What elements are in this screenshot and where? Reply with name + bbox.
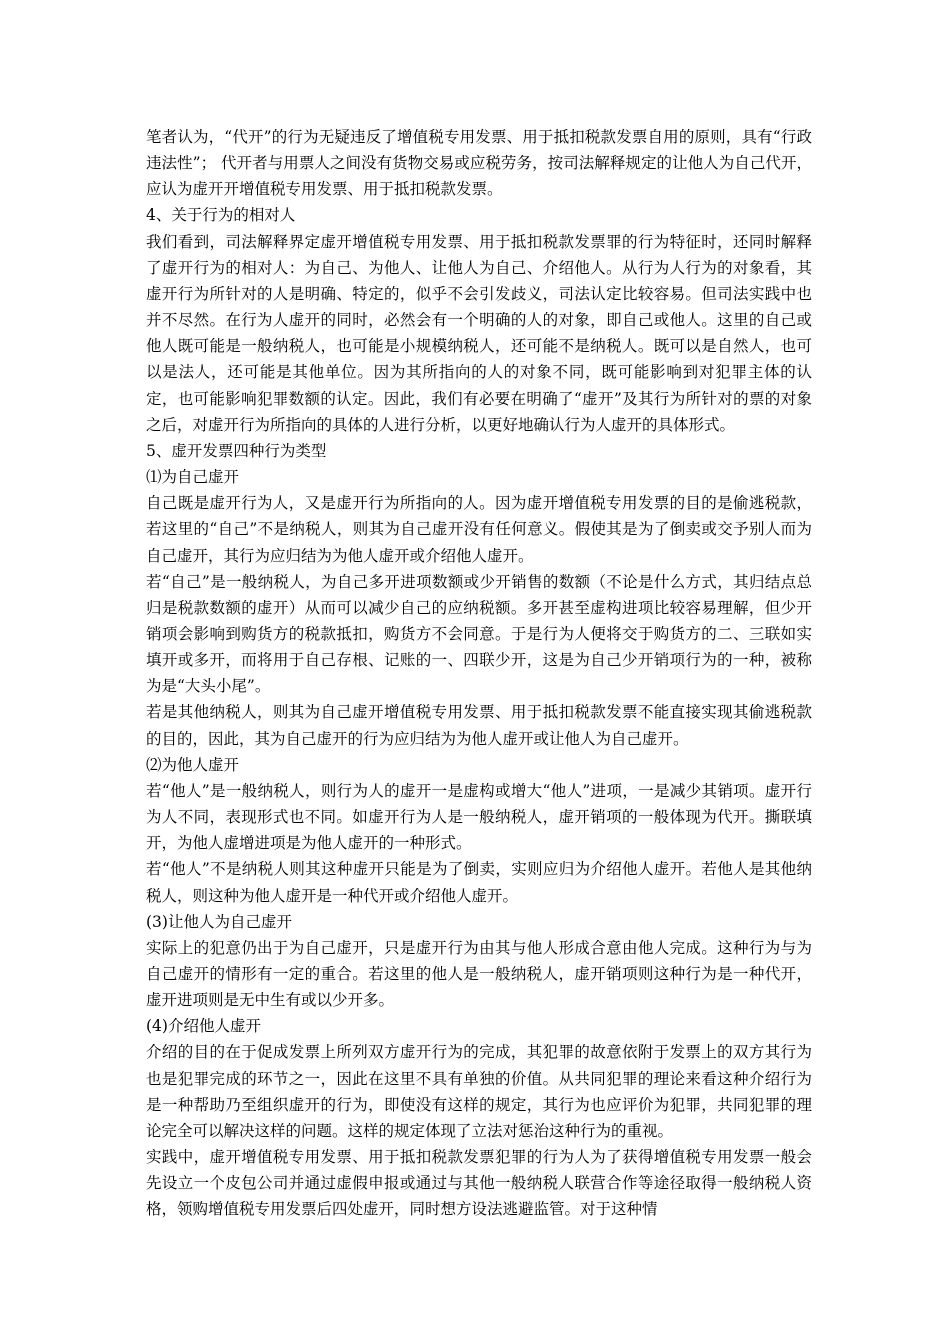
heading-section-5: 5、虚开发票四种行为类型	[146, 441, 327, 460]
paragraph-self-1: 自己既是虚开行为人，又是虚开行为所指向的人。因为虚开增值税专用发票的目的是偷逃税款，若这里的“自己”不是纳税人，则其为自己虚开没有任何意义。假使其是为了倒卖或交予别人而为自己虚开，其行为应归结为为他人虚开或介绍他人虚开。	[146, 494, 812, 565]
heading-section-4: 4、关于行为的相对人	[146, 206, 296, 225]
paragraph-let-others: 实际上的犯意仍出于为自己虚开，只是虚开行为由其与他人形成合意由他人完成。这种行为与为自己虚开的情形有一定的重合。若这里的他人是一般纳税人，虚开销项则这种行为是一种代开，虚开进项则是无中生有或以少开多。	[146, 938, 812, 1010]
heading-type-1: ⑴为自己虚开	[146, 468, 240, 487]
heading-type-4: (4)介绍他人虚开	[146, 1017, 261, 1036]
paragraph-self-3: 若是其他纳税人，则其为自己虚开增值税专用发票、用于抵扣税款发票不能直接实现其偷逃税款的目的，因此，其为自己虚开的行为应归结为为他人虚开或让他人为自己虚开。	[146, 703, 812, 748]
paragraph-counterparty: 我们看到，司法解释界定虚开增值税专用发票、用于抵扣税款发票罪的行为特征时，还同时解释了虚开行为的相对人：为自己、为他人、让他人为自己、介绍他人。从行为人行为的对象看，其虚开行为所针对的人是明确、特定的，似乎不会引发歧义，司法认定比较容易。但司法实践中也并不尽然。在行为人虚开的同时，必然会有一个明确的人的对象，即自己或他人。这里的自己或他人既可能是一般纳税人，也可能是小规模纳税人，还可能不是纳税人。既可以是自然人，也可以是法人，还可能是其他单位。因为其所指向的人的对象不同，既可能影响到对犯罪主体的认定，也可能影响犯罪数额的认定。因此，我们有必要在明确了“虚开”及其行为所针对的票的对象之后，对虚开行为所指向的具体的人进行分析，以更好地确认行为人虚开的具体形式。	[146, 232, 812, 434]
paragraph-introduce: 介绍的目的在于促成发票上所列双方虚开行为的完成，其犯罪的故意依附于发票上的双方其行为也是犯罪完成的环节之一，因此在这里不具有单独的价值。从共同犯罪的理论来看这种介绍行为是一种帮助乃至组织虚开的行为，即使没有这样的规定，其行为也应评价为犯罪，共同犯罪的理论完全可以解决这样的问题。这样的规定体现了立法对惩治这种行为的重视。	[146, 1043, 812, 1140]
heading-type-3: (3)让他人为自己虚开	[146, 912, 292, 931]
paragraph-self-2: 若“自己”是一般纳税人，为自己多开进项数额或少开销售的数额（不论是什么方式，其归结点总归是税款数额的虚开）从而可以减少自己的应纳税额。多开甚至虚构进项比较容易理解，但少开销项会影响到购货方的税款抵扣，购货方不会同意。于是行为人便将交于购货方的二、三联如实填开或多开，而将用于自己存根、记账的一、四联少开，这是为自己少开销项行为的一种，被称为是“大头小尾”。	[146, 572, 812, 696]
document-page	[146, 124, 812, 1223]
paragraph-practice: 实践中，虚开增值税专用发票、用于抵扣税款发票犯罪的行为人为了获得增值税专用发票一般会先设立一个皮包公司并通过虚假申报或通过与其他一般纳税人联营合作等途径取得一般纳税人资格，领购增值税专用发票后四处虚开，同时想方设法逃避监管。对于这种情	[146, 1148, 812, 1219]
paragraph-others-1: 若“他人”是一般纳税人，则行为人的虚开一是虚构或增大“他人”进项，一是减少其销项。虚开行为人不同，表现形式也不同。如虚开行为人是一般纳税人，虚开销项的一般体现为代开。撕联填开，为他人虚增进项是为他人虚开的一种形式。	[146, 781, 812, 853]
heading-type-2: ⑵为他人虚开	[146, 755, 240, 774]
paragraph-opening: 笔者认为，“代开”的行为无疑违反了增值税专用发票、用于抵扣税款发票自用的原则，具有“行政违法性”； 代开者与用票人之间没有货物交易或应税劳务，按司法解释规定的让他人为自己代开，应认为虚开开增值税专用发票、用于抵扣税款发票。	[146, 128, 812, 199]
paragraph-others-2: 若“他人”不是纳税人则其这种虚开只能是为了倒卖，实则应归为介绍他人虚开。若他人是其他纳税人，则这种为他人虚开是一种代开或介绍他人虚开。	[146, 860, 812, 905]
